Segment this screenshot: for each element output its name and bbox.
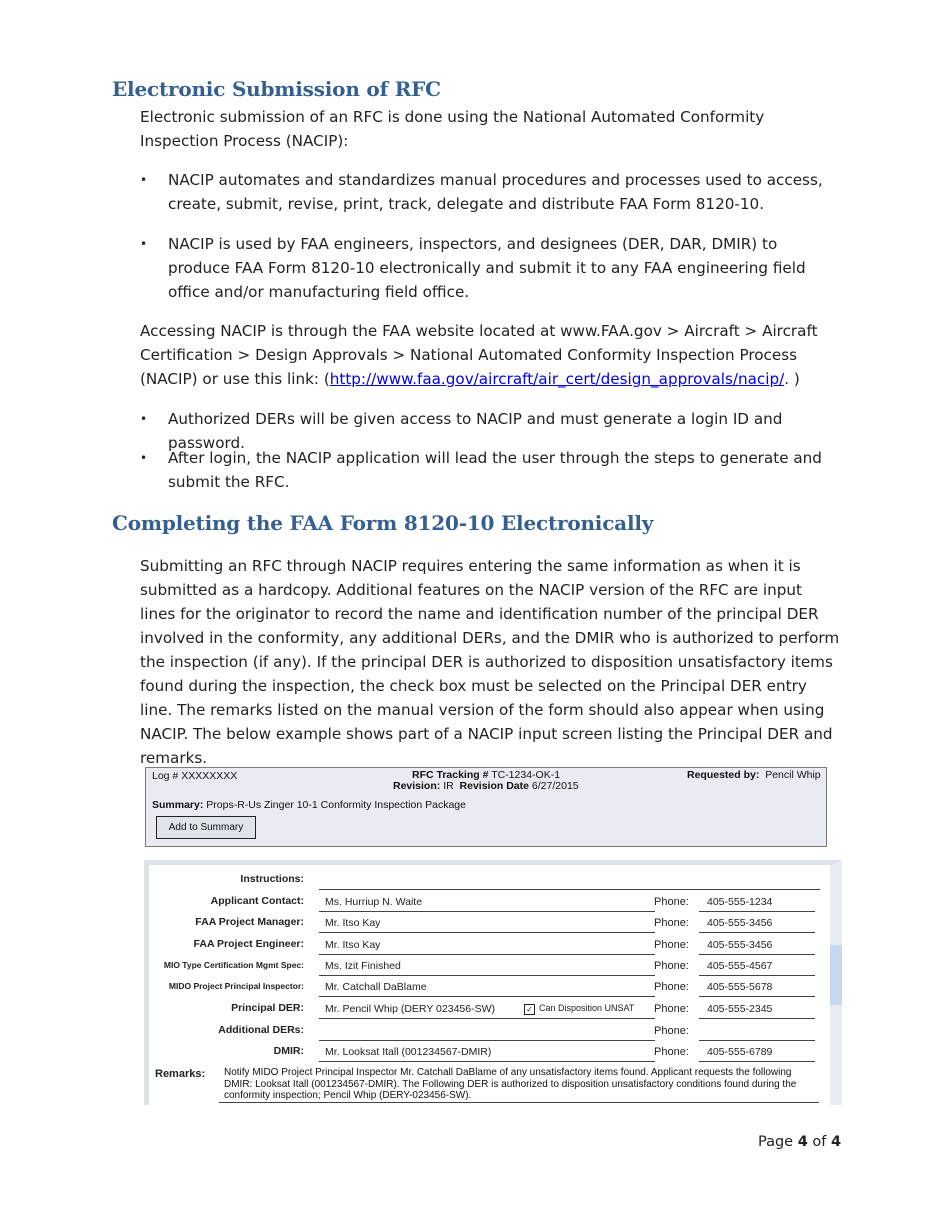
- phone-input[interactable]: 405-555-3456: [699, 934, 815, 955]
- scrollbar[interactable]: [830, 945, 842, 1005]
- phone-label: Phone:: [654, 896, 689, 908]
- phone-input[interactable]: 405-555-2345: [699, 998, 815, 1019]
- dmir-input[interactable]: Mr. Looksat Itall (001234567-DMIR): [319, 1041, 655, 1062]
- page-label: Page: [758, 1134, 794, 1150]
- applicant-contact-row: [149, 891, 809, 912]
- phone-label: Phone:: [654, 1025, 689, 1037]
- log-value: XXXXXXXX: [181, 770, 238, 782]
- additional-ders-input[interactable]: [319, 1020, 655, 1041]
- phone-input[interactable]: 405-555-3456: [699, 912, 815, 933]
- faa-project-manager-input[interactable]: Mr. Itso Kay: [319, 912, 655, 933]
- remarks-textarea[interactable]: Notify MIDO Project Principal Inspector Mr. Catchall DaBlame of any unsatisfactory items found. Applicant requests the following DMIR: Looksat Itall (001234567-DMIR). The Following DER is authorized to disposition unsatisfactory conditions found during the conformity inspection; Pencil Whip (DERY-023456-SW).: [224, 1067, 797, 1101]
- mido-inspector-input[interactable]: Mr. Catchall DaBlame: [319, 976, 655, 997]
- phone-label: Phone:: [654, 1046, 689, 1058]
- page-current: 4: [797, 1134, 808, 1150]
- list-item-text: Authorized DERs will be given access to NACIP and must generate a login ID and password.: [168, 410, 783, 452]
- list-item-text: After login, the NACIP application will lead the user through the steps to generate and submit the RFC.: [168, 449, 822, 491]
- revision-date-value: 6/27/2015: [531, 780, 579, 792]
- phone-input[interactable]: 405-555-4567: [699, 955, 815, 976]
- instructions-label: Instructions:: [240, 873, 304, 885]
- mio-type-cert-input[interactable]: Ms. Izit Finished: [319, 955, 655, 976]
- field-label: FAA Project Engineer:: [193, 938, 304, 950]
- section-heading-electronic-submission: Electronic Submission of RFC: [112, 77, 441, 101]
- field-label: DMIR:: [273, 1045, 304, 1057]
- form-header-panel: [145, 767, 827, 847]
- page-number: [758, 1134, 841, 1150]
- principal-der-row: [149, 998, 809, 1019]
- instructions-row: [149, 869, 809, 890]
- phone-label: Phone:: [654, 960, 689, 972]
- revision-value: IR: [443, 780, 454, 792]
- check-icon: ✓: [524, 1004, 535, 1015]
- log-number: [152, 770, 237, 782]
- tracking-label: RFC Tracking #: [412, 769, 489, 781]
- revision-info: [393, 780, 579, 792]
- faa-project-engineer-row: [149, 934, 809, 955]
- list-item-text: NACIP automates and standardizes manual procedures and processes used to access, create, submit, revise, print, track, delegate and distribute FAA Form 8120-10.: [168, 171, 823, 213]
- phone-input[interactable]: 405-555-1234: [699, 891, 815, 912]
- mio-type-cert-row: [149, 955, 809, 976]
- access-close: . ): [784, 370, 800, 388]
- remarks-label: Remarks:: [155, 1068, 206, 1080]
- completing-paragraph: Submitting an RFC through NACIP requires entering the same information as when it is submitted as a hardcopy. Additional features on the NACIP version of the RFC are input lines for the originator to record the name and identification number of the principal DER involved in the conformity, any additional DERs, and the DMIR who is authorized to perform the inspection (if any). If the principal DER is authorized to disposition unsatisfactory items found during the inspection, the check box must be selected on the Principal DER entry line. The remarks listed on the manual version of the form should also appear when using NACIP. The below example shows part of a NACIP input screen listing the Principal DER and remarks.: [140, 557, 840, 767]
- field-label: Principal DER:: [231, 1002, 304, 1014]
- section-heading-completing-form: Completing the FAA Form 8120-10 Electronically: [112, 511, 654, 535]
- phone-label: Phone:: [654, 981, 689, 993]
- form-panel: [144, 860, 842, 1105]
- summary-label: Summary:: [152, 799, 204, 811]
- page-total: 4: [831, 1134, 842, 1150]
- dmir-row: [149, 1041, 809, 1062]
- list-item: [140, 232, 830, 304]
- tracking-value: TC-1234-OK-1: [491, 769, 561, 781]
- list-item: [140, 446, 830, 494]
- faa-project-engineer-input[interactable]: Mr. Itso Kay: [319, 934, 655, 955]
- requested-value: Pencil Whip: [765, 769, 821, 781]
- bullet-icon: •: [140, 237, 148, 251]
- faa-project-manager-row: [149, 912, 809, 933]
- bullet-icon: •: [140, 412, 148, 426]
- requested-label: Requested by:: [687, 769, 760, 781]
- principal-der-input[interactable]: Mr. Pencil Whip (DERY 023456-SW): [319, 998, 655, 1019]
- requested-by: [687, 769, 821, 781]
- mido-inspector-row: [149, 976, 809, 997]
- phone-label: Phone:: [654, 939, 689, 951]
- phone-label: Phone:: [654, 917, 689, 929]
- field-label: Additional DERs:: [218, 1024, 304, 1036]
- remarks-underline: [219, 1102, 819, 1103]
- log-label: Log #: [152, 770, 179, 782]
- additional-ders-row: [149, 1020, 809, 1041]
- phone-input[interactable]: 405-555-5678: [699, 976, 815, 997]
- instructions-input[interactable]: [319, 869, 820, 890]
- checkbox-label: Can Disposition UNSAT: [539, 1003, 635, 1013]
- revision-label: Revision:: [393, 780, 441, 792]
- applicant-contact-input[interactable]: Ms. Hurriup N. Waite: [319, 891, 655, 912]
- bullet-icon: •: [140, 173, 148, 187]
- list-item-text: NACIP is used by FAA engineers, inspectors, and designees (DER, DAR, DMIR) to produce FAA Form 8120-10 electronically and submit it to any FAA engineering field office and/or manufacturing field office.: [168, 235, 806, 301]
- of-label: of: [812, 1134, 827, 1150]
- can-disposition-checkbox[interactable]: [524, 1003, 634, 1015]
- field-label: FAA Project Manager:: [195, 916, 304, 928]
- field-label: Applicant Contact:: [210, 895, 304, 907]
- field-label: MIO Type Certification Mgmt Spec:: [163, 960, 304, 970]
- nacip-link[interactable]: http://www.faa.gov/aircraft/air_cert/design_approvals/nacip/: [329, 370, 785, 388]
- phone-input[interactable]: 405-555-6789: [699, 1041, 815, 1062]
- access-paragraph: [140, 319, 845, 391]
- summary: [152, 799, 466, 811]
- field-label: MIDO Project Principal Inspector:: [168, 981, 304, 991]
- phone-label: Phone:: [654, 1003, 689, 1015]
- summary-value: Props-R-Us Zinger 10-1 Conformity Inspection Package: [206, 799, 466, 811]
- access-text: Accessing NACIP is through the FAA website located at www.FAA.gov > Aircraft > Aircraft Certification > Design Approvals > National Automated Conformity Inspection Process (NACIP) or use this link: (: [140, 322, 818, 388]
- phone-input[interactable]: [699, 1020, 815, 1041]
- revision-date-label: Revision Date: [459, 780, 529, 792]
- list-item: [140, 168, 830, 216]
- bullet-icon: •: [140, 451, 148, 465]
- add-to-summary-button[interactable]: Add to Summary: [156, 816, 256, 839]
- intro-paragraph: Electronic submission of an RFC is done using the National Automated Conformity Inspection Process (NACIP):: [140, 108, 765, 150]
